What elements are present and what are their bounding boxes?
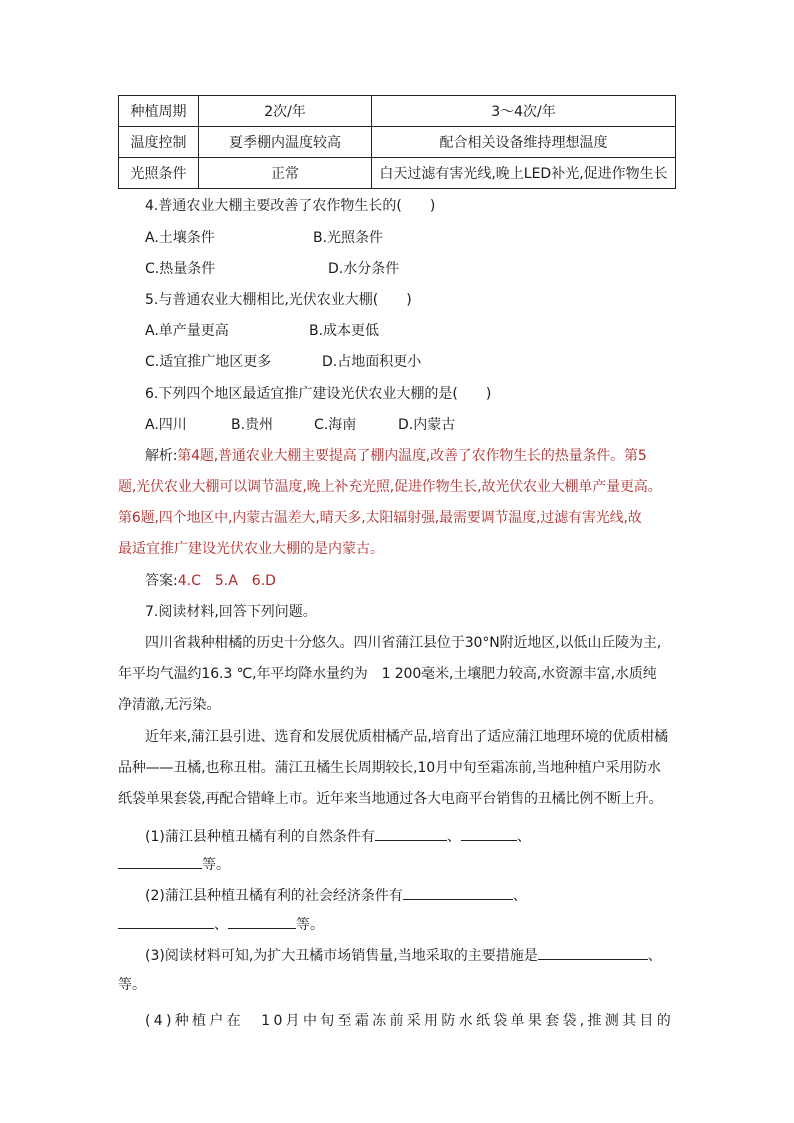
question-6-stem: 6.下列四个地区最适宜推广建设光伏农业大棚的是( ) [145, 386, 492, 402]
subquestion-2-text: (2)蒲江县种植丑橘有利的社会经济条件有 [145, 888, 403, 904]
question-4-stem: 4.普通农业大棚主要改善了农作物生长的( ) [145, 198, 436, 214]
table-cell: 光照条件 [119, 158, 199, 189]
answer-blank[interactable] [538, 945, 648, 960]
separator: 、 [446, 829, 461, 845]
material-paragraph-2-line-1: 近年来,蒲江县引进、选育和发展优质柑橘产品,培育出了适应蒲江地理环境的优质柑橘 [145, 729, 668, 745]
question-5-option-b: B.成本更低 [309, 323, 380, 339]
answer-label: 答案: [145, 573, 178, 589]
table-cell: 2次/年 [199, 96, 372, 127]
question-4-option-c: C.热量条件 [145, 261, 216, 277]
separator: 、 [647, 948, 662, 964]
material-paragraph-1-line-3: 净清澈,无污染。 [118, 697, 221, 713]
analysis-label: 解析: [145, 448, 178, 464]
answer-blank[interactable] [375, 826, 447, 841]
table-cell: 正常 [199, 158, 372, 189]
question-6-option-c: C.海南 [314, 417, 357, 433]
answer-blank[interactable] [403, 885, 513, 900]
answer-blank[interactable] [118, 854, 202, 869]
subquestion-1-text: (1)蒲江县种植丑橘有利的自然条件有 [145, 829, 375, 845]
table-cell: 夏季棚内温度较高 [199, 127, 372, 158]
answer-blank[interactable] [461, 826, 517, 841]
subquestion-4-line-1: (4)种植户在 10月中旬至霜冻前采用防水纸袋单果套袋,推测其目的 [145, 1013, 674, 1029]
material-paragraph-2-line-3: 纸袋单果套袋,再配合错峰上市。近年来当地通过各大电商平台销售的丑橘比例不断上升。 [118, 791, 663, 807]
table-cell: 白天过滤有害光线,晚上LED补光,促进作物生长 [372, 158, 676, 189]
question-5-option-d: D.占地面积更小 [322, 354, 422, 370]
analysis-text: 第4题,普通农业大棚主要提高了棚内温度,改善了农作物生长的热量条件。第5 [177, 448, 647, 464]
subquestion-1-line-2 [118, 854, 230, 875]
table-cell: 温度控制 [119, 127, 199, 158]
table-cell: 3～4次/年 [372, 96, 676, 127]
question-5-stem: 5.与普通农业大棚相比,光伏农业大棚( ) [145, 292, 412, 308]
subquestion-2-end: 等。 [296, 917, 324, 933]
question-4-option-d: D.水分条件 [328, 261, 400, 277]
subquestion-1-end: 等。 [202, 857, 230, 873]
table-cell: 种植周期 [119, 96, 199, 127]
table-row [119, 127, 676, 158]
answer-blank[interactable] [228, 914, 296, 929]
material-paragraph-2-line-2: 品种——丑橘,也称丑柑。蒲江丑橘生长周期较长,10月中旬至霜冻前,当地种植户采用防水 [118, 760, 661, 776]
subquestion-3-text: (3)阅读材料可知,为扩大丑橘市场销售量,当地采取的主要措施是 [145, 948, 538, 964]
subquestion-1-line-1 [145, 826, 531, 847]
question-4-option-a: A.土壤条件 [145, 230, 215, 246]
analysis-line-2: 题,光伏农业大棚可以调节温度,晚上补充光照,促进作物生长,故光伏农业大棚单产量更高。 [118, 479, 662, 495]
answer-line [145, 571, 276, 591]
separator: 、 [512, 888, 527, 904]
question-5-option-a: A.单产量更高 [145, 323, 229, 339]
separator: 、 [516, 829, 531, 845]
material-paragraph-1-line-2: 年平均气温约16.3 ℃,年平均降水量约为 1 200毫米,土壤肥力较高,水资源丰富,水质纯 [118, 666, 657, 682]
analysis-line-4: 最适宜推广建设光伏农业大棚的是内蒙古。 [118, 541, 384, 557]
analysis-line-3: 第6题,四个地区中,内蒙古温差大,晴天多,太阳辐射强,最需要调节温度,过滤有害光线,故 [118, 510, 642, 526]
analysis-line-1 [145, 446, 647, 466]
answer-blank[interactable] [118, 914, 214, 929]
question-5-option-c: C.适宜推广地区更多 [145, 354, 272, 370]
table-row [119, 158, 676, 189]
table-row [119, 96, 676, 127]
question-6-option-d: D.内蒙古 [398, 417, 456, 433]
answer-value: 4.C 5.A 6.D [177, 573, 276, 589]
subquestion-2-line-1 [145, 885, 527, 906]
material-paragraph-1-line-1: 四川省栽种柑橘的历史十分悠久。四川省蒲江县位于30°N附近地区,以低山丘陵为主, [145, 635, 662, 651]
table-cell: 配合相关设备维持理想温度 [372, 127, 676, 158]
question-7-stem: 7.阅读材料,回答下列问题。 [145, 604, 317, 620]
subquestion-3-line-1 [145, 945, 662, 966]
separator: 、 [214, 917, 228, 933]
subquestion-3-line-2: 等。 [118, 977, 146, 993]
question-6-option-b: B.贵州 [231, 417, 274, 433]
subquestion-2-line-2 [118, 914, 324, 935]
question-4-option-b: B.光照条件 [313, 230, 384, 246]
question-6-option-a: A.四川 [145, 417, 187, 433]
comparison-table [118, 95, 676, 189]
